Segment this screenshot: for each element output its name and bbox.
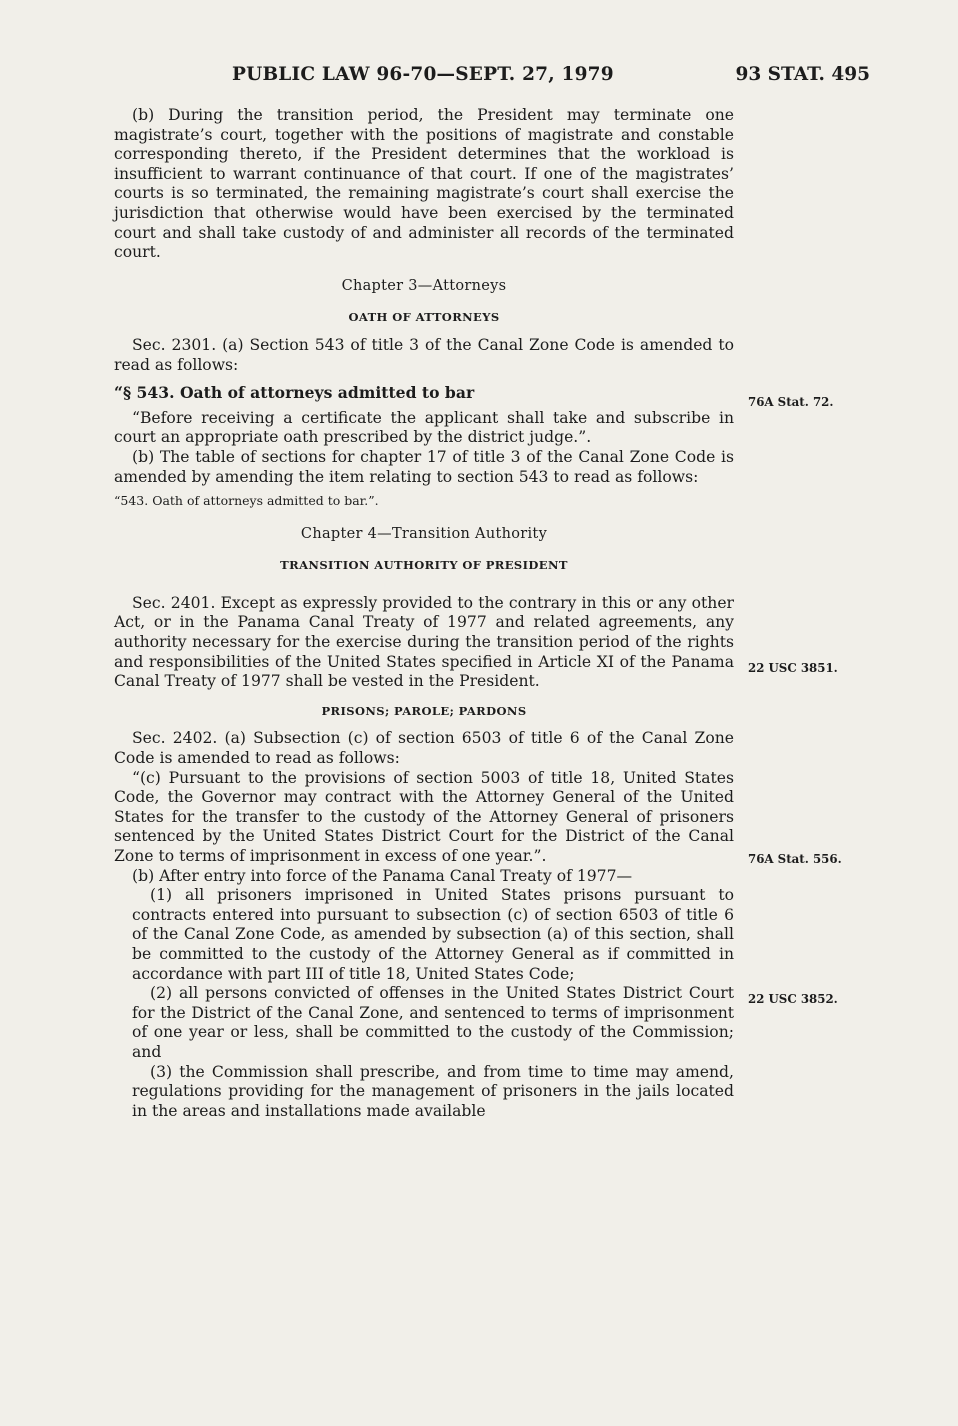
header-stat-citation: 93 STAT. 495: [735, 64, 870, 85]
oath-of-attorneys-heading: OATH OF ATTORNEYS: [348, 310, 500, 325]
section-543-text: “Before receiving a certificate the applicant shall take and subscribe in court an appropriate oath prescribed by the district judge.”.: [114, 408, 734, 447]
document-body: [114, 106, 734, 1121]
item-543-entry: “543. Oath of attorneys admitted to bar.”.: [114, 493, 379, 509]
section-2301: Sec. 2301. (a) Section 543 of title 3 of the Canal Zone Code is amended to read as follows:: [114, 335, 734, 374]
transition-authority-heading: TRANSITION AUTHORITY OF PRESIDENT: [280, 558, 568, 573]
section-2402-b-item-2: (2) all persons convicted of offenses in the United States District Court for the District of the Canal Zone, and sentenced to terms of imprisonment of one year or less, shall be committed to the custody of the Commission; and: [132, 984, 734, 1061]
section-2402-b-item-1: (1) all prisoners imprisoned in United States prisons pursuant to contracts entered into pursuant to subsection (c) of section 6503 of title 6 of the Canal Zone Code, as amended by subsection (a) of this section, shall be committed to the custody of the Attorney General as if committed in accordance with part III of title 18, United States Code;: [132, 886, 734, 983]
chapter-3-heading: Chapter 3—Attorneys: [341, 277, 507, 294]
section-543-heading: “§ 543. Oath of attorneys admitted to bar: [114, 383, 475, 403]
section-2402-b-item-3: (3) the Commission shall prescribe, and from time to time may amend, regulations providing for the management of prisoners in the jails located in the areas and installations made available: [132, 1062, 734, 1120]
paragraph-transition-period: (b) During the transition period, the President may terminate one magistrate’s court, together with the positions of magistrate and constable corresponding thereto, if the President determines that the workload is insufficient to warrant continuance of that court. If one of the magistrates’ courts is so terminated, the remaining magistrate’s court shall exercise the jurisdiction that otherwise would have been exercised by the terminated court and shall take custody of and administer all records of the terminated court.: [114, 106, 734, 262]
section-2402: Sec. 2402. (a) Subsection (c) of section 6503 of title 6 of the Canal Zone Code is amended to read as follows:: [114, 729, 734, 768]
prisons-parole-pardons-heading: PRISONS; PAROLE; PARDONS: [321, 703, 527, 718]
margin-note-22-usc-3851: 22 USC 3851.: [748, 661, 838, 675]
margin-note-22-usc-3852: 22 USC 3852.: [748, 992, 838, 1006]
margin-note-76a-stat-556: 76A Stat. 556.: [748, 852, 842, 866]
header-title: PUBLIC LAW 96-70—SEPT. 27, 1979: [232, 64, 614, 85]
section-2402-c: “(c) Pursuant to the provisions of section 5003 of title 18, United States Code, the Governor may contract with the Attorney General of the United States for the transfer to the custody of the Attorney General of prisoners sentenced by the United States District Court for the District of the Canal Zone to terms of imprisonment in excess of one year.”.: [114, 768, 734, 865]
chapter-4-heading: Chapter 4—Transition Authority: [300, 525, 548, 542]
page-header: [0, 64, 958, 94]
section-2402-b: (b) After entry into force of the Panama Canal Treaty of 1977—: [132, 866, 633, 885]
section-2401: Sec. 2401. Except as expressly provided to the contrary in this or any other Act, or in the Panama Canal Treaty of 1977 and related agreements, any authority necessary for the exercise during the transition period of the rights and responsibilities of the United States specified in Article XI of the Panama Canal Treaty of 1977 shall be vested in the President.: [114, 593, 734, 691]
margin-note-76a-stat-72: 76A Stat. 72.: [748, 395, 834, 409]
section-2301-b: (b) The table of sections for chapter 17 of title 3 of the Canal Zone Code is amended by amending the item relating to section 543 to read as follows:: [114, 447, 734, 486]
